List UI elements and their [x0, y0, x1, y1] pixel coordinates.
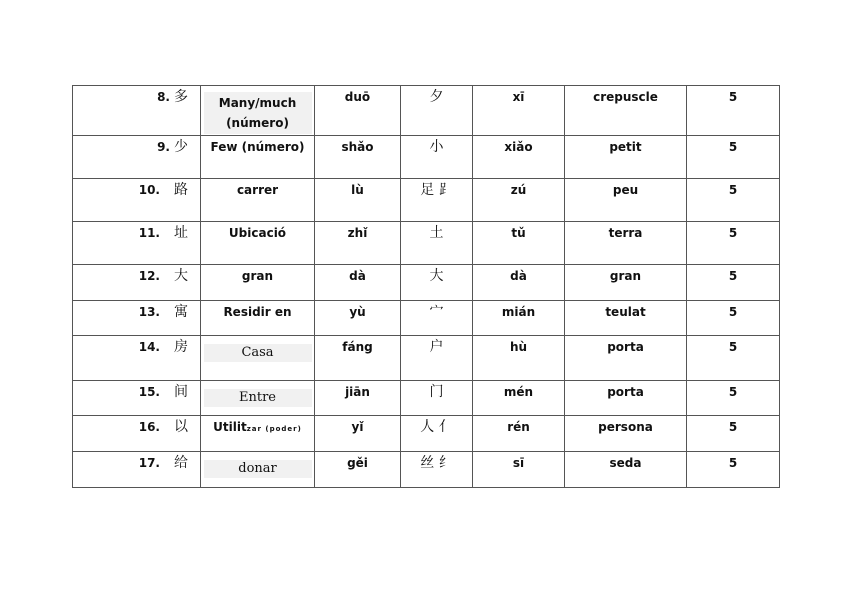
- pinyin-cell: lù: [315, 179, 401, 222]
- pinyin-cell: shǎo: [315, 136, 401, 179]
- score-cell: 5: [687, 336, 780, 381]
- component-cell: 大: [401, 265, 473, 301]
- vocabulary-table: [72, 85, 780, 488]
- score-cell: 5: [687, 136, 780, 179]
- row-number-cell: [73, 222, 201, 265]
- component-meaning-cell: crepuscle: [565, 86, 687, 136]
- component-cell: 宀: [401, 301, 473, 336]
- meaning-subtext: zar (poder): [246, 425, 302, 433]
- pinyin-cell: gěi: [315, 452, 401, 488]
- meaning-text: Entre: [204, 389, 312, 407]
- meaning-text: Utilit: [213, 420, 247, 434]
- hanzi-character: 少: [174, 139, 188, 155]
- row-index: 16.: [138, 420, 160, 434]
- meaning-text: Casa: [204, 344, 312, 362]
- table-row: [73, 336, 780, 381]
- hanzi-character: 以: [174, 419, 188, 435]
- score-cell: 5: [687, 452, 780, 488]
- component-meaning-cell: seda: [565, 452, 687, 488]
- score-cell: 5: [687, 416, 780, 452]
- score-cell: 5: [687, 301, 780, 336]
- row-number-cell: [73, 265, 201, 301]
- row-index: 13.: [138, 305, 160, 319]
- meaning-text: donar: [204, 460, 312, 478]
- hanzi-character: 间: [174, 384, 188, 400]
- meaning-cell: [201, 86, 315, 136]
- meaning-text: Many/much (número): [204, 92, 312, 134]
- pinyin-cell: dà: [315, 265, 401, 301]
- component-pinyin-cell: sī: [473, 452, 565, 488]
- component-pinyin-cell: rén: [473, 416, 565, 452]
- meaning-cell: [201, 336, 315, 381]
- hanzi-character: 大: [174, 268, 188, 284]
- row-index: 9.: [157, 140, 170, 154]
- row-number-cell: [73, 416, 201, 452]
- component-meaning-cell: gran: [565, 265, 687, 301]
- component-pinyin-cell: mén: [473, 381, 565, 416]
- row-index: 12.: [138, 269, 160, 283]
- pinyin-cell: fáng: [315, 336, 401, 381]
- score-cell: 5: [687, 265, 780, 301]
- row-index: 11.: [138, 226, 160, 240]
- row-number-cell: [73, 301, 201, 336]
- row-index: 14.: [138, 340, 160, 354]
- component-meaning-cell: teulat: [565, 301, 687, 336]
- row-number-cell: [73, 179, 201, 222]
- row-number-cell: [73, 136, 201, 179]
- table-row: [73, 179, 780, 222]
- component-cell: 小: [401, 136, 473, 179]
- score-cell: 5: [687, 179, 780, 222]
- pinyin-cell: yǐ: [315, 416, 401, 452]
- component-meaning-cell: petit: [565, 136, 687, 179]
- table-row: [73, 301, 780, 336]
- component-meaning-cell: terra: [565, 222, 687, 265]
- row-index: 10.: [138, 183, 160, 197]
- component-pinyin-cell: hù: [473, 336, 565, 381]
- meaning-cell: [201, 416, 315, 452]
- component-pinyin-cell: tǔ: [473, 222, 565, 265]
- row-index: 17.: [138, 456, 160, 470]
- pinyin-cell: yù: [315, 301, 401, 336]
- pinyin-cell: jiān: [315, 381, 401, 416]
- table-row: [73, 265, 780, 301]
- component-meaning-cell: porta: [565, 336, 687, 381]
- meaning-cell: Few (número): [201, 136, 315, 179]
- table-row: [73, 222, 780, 265]
- component-cell: 户: [401, 336, 473, 381]
- component-cell: 夕: [401, 86, 473, 136]
- meaning-cell: [201, 452, 315, 488]
- meaning-cell: Residir en: [201, 301, 315, 336]
- row-index: 15.: [138, 385, 160, 399]
- table-row: [73, 86, 780, 136]
- table-row: [73, 136, 780, 179]
- hanzi-character: 址: [174, 225, 188, 241]
- component-pinyin-cell: mián: [473, 301, 565, 336]
- pinyin-cell: duō: [315, 86, 401, 136]
- component-cell: 足 ⻊: [401, 179, 473, 222]
- component-pinyin-cell: zú: [473, 179, 565, 222]
- meaning-cell: [201, 381, 315, 416]
- row-number-cell: [73, 452, 201, 488]
- component-meaning-cell: peu: [565, 179, 687, 222]
- component-cell: 土: [401, 222, 473, 265]
- component-cell: 门: [401, 381, 473, 416]
- hanzi-character: 寓: [174, 304, 188, 320]
- row-number-cell: [73, 336, 201, 381]
- score-cell: 5: [687, 381, 780, 416]
- component-meaning-cell: porta: [565, 381, 687, 416]
- row-number-cell: [73, 86, 201, 136]
- pinyin-cell: zhǐ: [315, 222, 401, 265]
- row-index: 8.: [157, 90, 170, 104]
- component-cell: 人 亻: [401, 416, 473, 452]
- hanzi-character: 路: [174, 182, 188, 198]
- component-cell: 丝 纟: [401, 452, 473, 488]
- table-row: [73, 381, 780, 416]
- hanzi-character: 给: [174, 455, 188, 471]
- hanzi-character: 多: [174, 89, 188, 105]
- component-pinyin-cell: xiǎo: [473, 136, 565, 179]
- meaning-cell: carrer: [201, 179, 315, 222]
- hanzi-character: 房: [174, 339, 188, 355]
- component-pinyin-cell: xī: [473, 86, 565, 136]
- meaning-cell: Ubicació: [201, 222, 315, 265]
- table-row: [73, 416, 780, 452]
- component-pinyin-cell: dà: [473, 265, 565, 301]
- component-meaning-cell: persona: [565, 416, 687, 452]
- score-cell: 5: [687, 86, 780, 136]
- table-row: [73, 452, 780, 488]
- score-cell: 5: [687, 222, 780, 265]
- meaning-cell: gran: [201, 265, 315, 301]
- row-number-cell: [73, 381, 201, 416]
